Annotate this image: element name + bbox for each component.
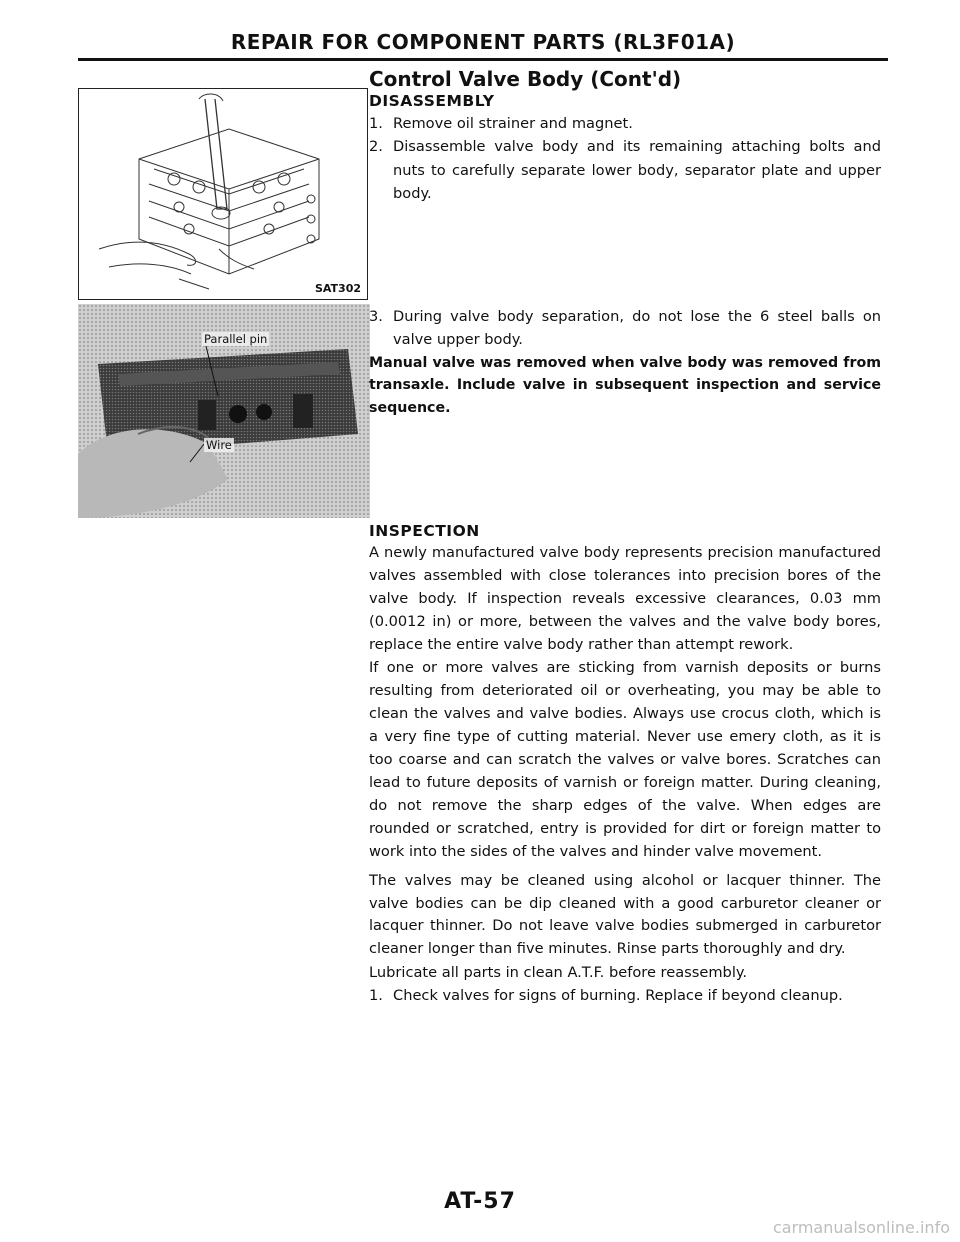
- list-item: [369, 135, 881, 205]
- callout-wire: Wire: [206, 438, 232, 452]
- inspection-paragraph: The valves may be cleaned using alcohol or lacquer thinner. The valve bodies can be dip cleaned with a good carburetor cleaner or lacquer thinner. Do not leave valve bodies submerged in carburetor cleaner longer than five minutes. Rinse parts thoroughly and dry.: [369, 871, 881, 958]
- list-text: Disassemble valve body and its remaining attaching bolts and nuts to carefully separate lower body, separator plate and upper body.: [393, 138, 881, 202]
- valve-body-wrench-illustration: [79, 89, 369, 301]
- disassembly-block: [369, 68, 881, 205]
- figure-valve-body-illustration: [78, 88, 368, 300]
- section-title: Control Valve Body (Cont'd): [369, 67, 682, 91]
- list-text: Remove oil strainer and magnet.: [393, 114, 633, 132]
- inspection-heading: INSPECTION: [369, 522, 480, 540]
- inspection-block: [369, 521, 881, 1008]
- watermark-text: carmanualsonline.info: [772, 1218, 950, 1237]
- inspection-paragraph: If one or more valves are sticking from varnish deposits or burns resulting from deteriorated oil or overheating, you may be able to clean the valves and valve bodies. Always use crocus cloth, which is a very fine type of cutting material. Never use emery cloth, as it is too coarse and can scratch the valves or valve bores. Scratches can lead to future deposits of varnish or foreign matter. During cleaning, do not remove the sharp edges of the valve. When edges are rounded or scratched, entry is provided for dirt or foreign matter to work into the sides of the valves and hinder valve movement.: [369, 659, 881, 860]
- header-rule: [78, 58, 888, 61]
- list-number: 1.: [369, 114, 383, 132]
- figure-valve-body-photo: [78, 304, 370, 518]
- list-number: 3.: [369, 308, 383, 325]
- inspection-paragraph: Lubricate all parts in clean A.T.F. before reassembly.: [369, 964, 748, 982]
- list-item: [369, 112, 881, 135]
- page-number: AT-57: [444, 1189, 516, 1214]
- list-item: [369, 305, 881, 352]
- manual-valve-note: Manual valve was removed when valve body was removed from transaxle. Include valve in subsequent inspection and service sequence.: [369, 354, 881, 417]
- list-number: 1.: [369, 987, 383, 1005]
- list-text: Check valves for signs of burning. Replace if beyond cleanup.: [393, 987, 843, 1005]
- list-text: During valve body separation, do not lose the 6 steel balls on valve upper body.: [393, 308, 881, 349]
- figure-code: SAT302: [314, 282, 361, 295]
- disassembly-heading: DISASSEMBLY: [369, 92, 495, 110]
- list-number: 2.: [369, 138, 383, 156]
- page-header: REPAIR FOR COMPONENT PARTS (RL3F01A): [230, 30, 736, 54]
- separation-block: [369, 305, 881, 420]
- inspection-paragraph: A newly manufactured valve body represents precision manufactured valves assembled with close tolerances into precision bores of the valve body. If inspection reveals excessive clearances, 0.03 mm (0.0012 in) or more, between the valves and the valve body bores, replace the entire valve body rather than attempt rework.: [369, 543, 881, 653]
- callout-parallel-pin: Parallel pin: [204, 332, 268, 346]
- list-item: [369, 985, 881, 1008]
